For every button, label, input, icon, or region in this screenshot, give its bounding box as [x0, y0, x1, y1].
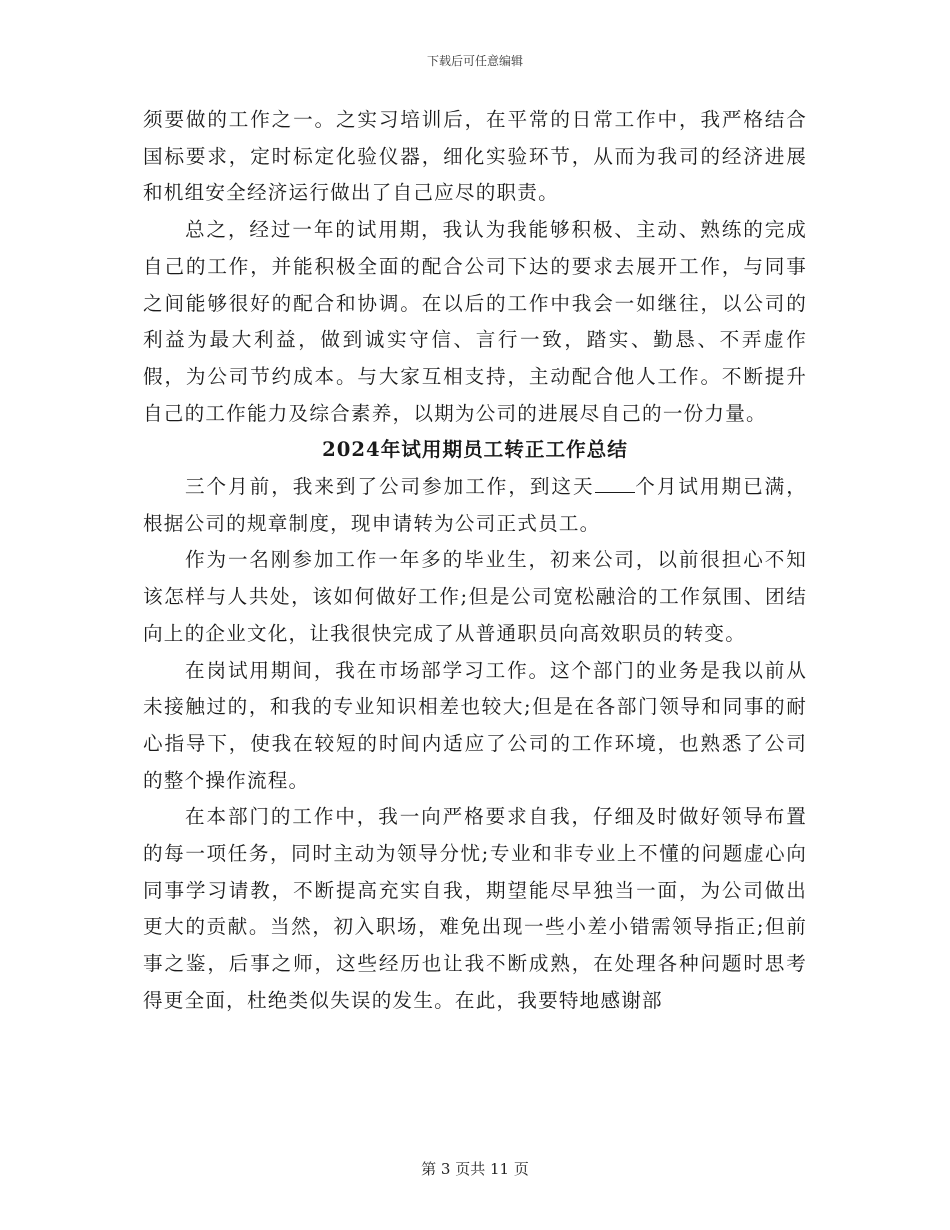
- page-footer: 第 3 页共 11 页: [421, 1160, 529, 1178]
- paragraph-continuation: 须要做的工作之一。之实习培训后，在平常的日常工作中，我严格结合国标要求，定时标定化验仪器，细化实验环节，从而为我司的经济进展和机组安全经济运行做出了自己应尽的职责。: [143, 108, 807, 205]
- paragraph-intro: [143, 469, 807, 542]
- paragraph-probation: 在岗试用期间，我在市场部学习工作。这个部门的业务是我以前从未接触过的，和我的专业知识相差也较大;但是在各部门领导和同事的耐心指导下，使我在较短的时间内适应了公司的工作环境，也熟悉了公司的整个操作流程。: [143, 658, 807, 792]
- paragraph-department-work: 在本部门的工作中，我一向严格要求自我，仔细及时做好领导布置的每一项任务，同时主动为领导分忧;专业和非专业上不懂的问题虚心向同事学习请教，不断提高充实自我，期望能尽早独当一面，为公司做出更大的贡献。当然，初入职场，难免出现一些小差小错需领导指正;但前事之鉴，后事之师，这些经历也让我不断成熟，在处理各种问题时思考得更全面，杜绝类似失误的发生。在此，我要特地感谢部: [143, 805, 807, 1012]
- section-heading: 2024年试用期员工转正工作总结: [322, 438, 628, 462]
- intro-text-after: 个月试用期已满，根据公司的规章制度，现申请转为公司正式员工。: [143, 475, 807, 535]
- document-body: [143, 102, 807, 1020]
- paragraph-summary: 总之，经过一年的试用期，我认为我能够积极、主动、熟练的完成自己的工作，并能积极全面的配合公司下达的要求去展开工作，与同事之间能够很好的配合和协调。在以后的工作中我会一如继往，以公司的利益为最大利益，做到诚实守信、言行一致，踏实、勤恳、不弄虚作假，为公司节约成本。与大家互相支持，主动配合他人工作。不断提升自己的工作能力及综合素养，以期为公司的进展尽自己的一份力量。: [143, 218, 807, 425]
- page-header: 下载后可任意编辑: [426, 54, 523, 68]
- fill-in-blank: [595, 474, 635, 493]
- paragraph-graduate: 作为一名刚参加工作一年多的毕业生，初来公司，以前很担心不知该怎样与人共处，该如何做好工作;但是公司宽松融洽的工作氛围、团结向上的企业文化，让我很快完成了从普通职员向高效职员的转变。: [143, 548, 807, 645]
- intro-text-before: 三个月前，我来到了公司参加工作，到这天: [185, 475, 595, 499]
